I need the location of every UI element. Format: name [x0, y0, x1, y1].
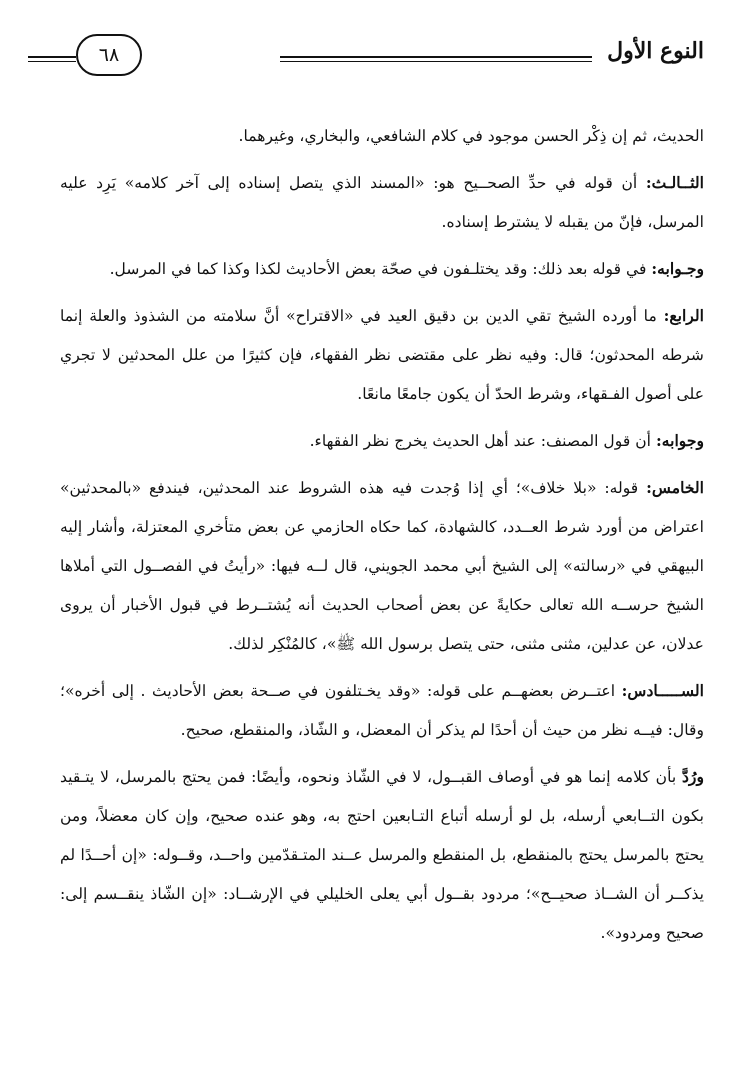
- paragraph-text: في قوله بعد ذلك: وقد يختلـفون في صحّة بعض الأحاديث لكذا وكذا كما في المرسل.: [109, 260, 647, 278]
- paragraph-answer-1: [60, 249, 704, 289]
- paragraph-answer-2: [60, 421, 704, 461]
- paragraph-text: الحديث، ثم إن ذِكْر الحسن موجود في كلام الشافعي، والبخاري، وغيرهما.: [238, 127, 704, 145]
- page-header: [28, 30, 704, 86]
- main-text: [60, 116, 704, 960]
- paragraph-label: الســـــادس:: [621, 681, 704, 700]
- page-number: ٦٨: [76, 34, 142, 76]
- paragraph-label: وجـوابه:: [651, 259, 704, 278]
- paragraph-label: الثــالـث:: [645, 173, 704, 192]
- paragraph-text: ما أورده الشيخ تقي الدين بن دقيق العيد في «الاقتراح» أنَّ سلامته من الشذوذ والعلة إنما شرطه المحدثون؛ قال: وفيه نظر على مقتضى نظر الفقهاء، فإن كثيرًا من علل المحدثين لا تجري على أصول الفـقهاء، وشرط الحدّ أن يكون جامعًا مانعًا.: [60, 307, 704, 403]
- paragraph-label: الخامس:: [646, 478, 704, 497]
- paragraph-text: أن قوله في حدِّ الصحــيح هو: «المسند الذي يتصل إسناده إلى آخر كلامه» يَرِد عليه المرسل، فإنّ من يقبله لا يشترط إسناده.: [60, 174, 704, 231]
- paragraph-label: ورُدَّ: [681, 767, 704, 786]
- paragraph-text: قوله: «بلا خلاف»؛ أي إذا وُجدت فيه هذه الشروط عند المحدثين، فيندفع «بالمحدثين» اعتراض من أورد شرط العــدد، كالشهادة، كما حكاه الحازمي عن بعض متأخري المعتزلة، وأشار إليه البيهقي في «رسالته» إلى الشيخ أبي محمد الجويني، قال لــه فيها: «رأيتُ في الفصــول التي أملاها الشيخ حرســه الله تعالى حكايةً عن بعض أصحاب الحديث أنه يُشتــرط في قبول الأخبار أن يروى عدلان، عن عدلين، مثنى مثنى، حتى يتصل برسول الله ﷺ»، كالمُنْكِر لذلك.: [60, 479, 704, 653]
- paragraph-text: بأن كلامه إنما هو في أوصاف القبــول، لا في الشّاذ ونحوه، وأيضًا: فمن يحتج بالمرسل، لا يتـقيد بكون التــابعي أرسله، بل لو أرسله أتباع التـابعين احتج به، وهو عنده صحيح، وإن كان معضلاً، ومن يحتج بالمرسل يحتج بالمنقطع، بل المنقطع والمرسل عــند المتـقدّمين واحــد، وقــوله: «إن أحــدًا لم يذكــر أن الشــاذ صحيــح»؛ مردود بقــول أبي يعلى الخليلي في الإرشــاد: «إن الشّاذ ينقــسم إلى: صحيح ومردود».: [60, 768, 704, 942]
- header-rule-left: [28, 56, 76, 62]
- chapter-title: النوع الأول: [607, 38, 704, 64]
- paragraph-third: [60, 163, 704, 242]
- paragraph-label: وجوابه:: [655, 431, 704, 450]
- paragraph-text: اعتــرض بعضهــم على قوله: «وقد يخـتلفون في صــحة بعض الأحاديث . إلى أخره»؛ وقال: فيــه نظر من حيث أن أحدًا لم يذكر أن المعضل، و الشّاذ، والمنقطع، صحيح.: [60, 682, 704, 739]
- paragraph-label: الرابع:: [663, 306, 704, 325]
- paragraph-sixth: [60, 671, 704, 750]
- paragraph-rebuttal: [60, 757, 704, 953]
- paragraph-continuation: [60, 116, 704, 156]
- paragraph-text: أن قول المصنف: عند أهل الحديث يخرج نظر الفقهاء.: [309, 432, 652, 450]
- paragraph-fourth: [60, 296, 704, 414]
- paragraph-fifth: [60, 468, 704, 664]
- header-rule-right: [280, 56, 592, 62]
